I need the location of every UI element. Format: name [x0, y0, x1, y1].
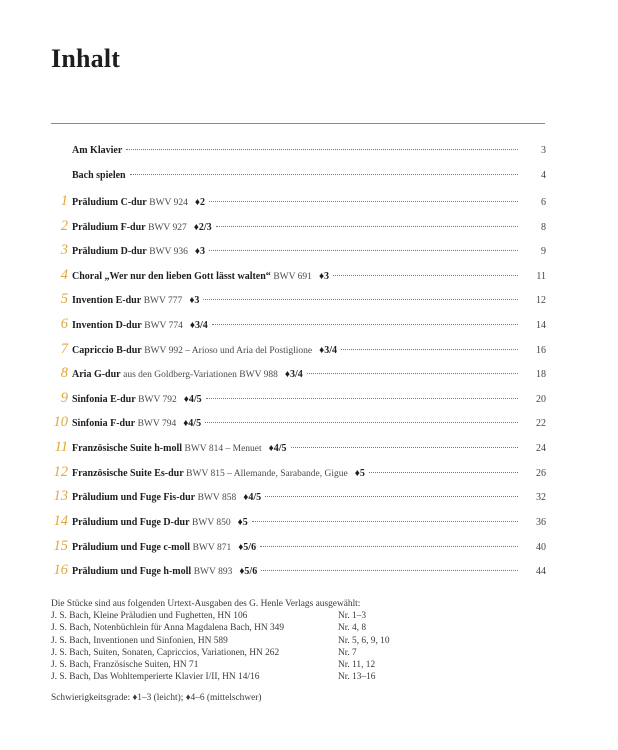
toc-entry-detail: BWV 792 — [138, 395, 177, 405]
toc-entry-title: Sinfonia F-dur — [72, 418, 136, 429]
page-title: Inhalt — [51, 44, 121, 73]
toc-entry-number: 2 — [60, 218, 68, 234]
source-numbers: Nr. 13–16 — [338, 672, 376, 683]
toc-entry — [46, 243, 546, 259]
toc-entry-number: 1 — [60, 193, 68, 209]
source-row — [51, 610, 551, 622]
toc-leader-dots — [252, 521, 518, 522]
toc-entry-detail: BWV 992 – Arioso und Aria del Postiglione — [144, 346, 313, 356]
toc-entry-difficulty: ♦5/6 — [238, 542, 257, 553]
source-title: J. S. Bach, Französische Suiten, HN 71 — [51, 660, 199, 671]
toc-entry — [46, 342, 546, 358]
toc-entry-text — [72, 566, 257, 577]
source-row — [51, 659, 551, 671]
toc-entry-difficulty: ♦4/5 — [183, 418, 202, 429]
toc-entry-detail: BWV 774 — [144, 321, 183, 331]
toc-entry — [46, 391, 546, 407]
toc-entry — [46, 292, 546, 308]
toc-entry-number: 6 — [60, 316, 68, 332]
toc-leader-dots — [260, 546, 518, 547]
toc-entry-title: Präludium und Fuge Fis-dur — [72, 492, 196, 503]
toc-entry-title: Invention E-dur — [72, 295, 142, 306]
toc-entry-number: 16 — [53, 562, 68, 578]
toc-entry — [46, 539, 546, 555]
sources-list — [51, 610, 551, 683]
toc-entry-title: Französische Suite h-moll — [72, 443, 182, 454]
toc-entry — [46, 465, 546, 481]
toc-entry-detail: BWV 777 — [143, 296, 183, 306]
toc-entry-text — [72, 468, 365, 479]
source-numbers: Nr. 1–3 — [338, 611, 367, 622]
toc-entry-detail: BWV 814 – Menuet — [184, 444, 262, 454]
toc-entry-page: 24 — [536, 443, 546, 454]
toc-entry-number: 5 — [60, 291, 68, 307]
toc-entry-detail: BWV 794 — [137, 419, 177, 429]
source-title: J. S. Bach, Inventionen und Sinfonien, HN 589 — [51, 635, 228, 646]
toc-entry-text — [72, 271, 329, 282]
toc-entry-number: 8 — [60, 365, 68, 381]
toc-entry-difficulty: ♦5 — [354, 468, 365, 479]
toc-entry-difficulty: ♦3 — [194, 246, 205, 257]
toc-entry-title: Capriccio B-dur — [72, 345, 142, 356]
source-title: J. S. Bach, Notenbüchlein für Anna Magdalena Bach, HN 349 — [51, 623, 285, 634]
toc-entry-title: Sinfonia E-dur — [72, 394, 136, 405]
toc-entry-page: 22 — [536, 418, 546, 429]
toc-entry-text — [72, 443, 287, 454]
toc-entry-difficulty: ♦4/5 — [268, 443, 287, 454]
toc-entry-title: Bach spielen — [72, 170, 126, 181]
source-title: J. S. Bach, Suiten, Sonaten, Capriccios, Variationen, HN 262 — [51, 647, 280, 658]
toc-leader-dots — [307, 373, 518, 374]
toc-entry-page: 44 — [536, 566, 546, 577]
toc-entry-text — [72, 197, 205, 208]
toc-leader-dots — [333, 275, 518, 276]
toc-entry — [46, 563, 546, 579]
source-row — [51, 622, 551, 634]
toc-entry-number: 3 — [60, 242, 68, 258]
toc-entry-difficulty: ♦4/5 — [243, 492, 262, 503]
toc-entry-page: 14 — [536, 320, 546, 331]
toc-entry-title: Präludium und Fuge h-moll — [72, 566, 192, 577]
toc-entry-title: Am Klavier — [72, 145, 123, 156]
toc-leader-dots — [261, 570, 518, 571]
toc-entry — [46, 440, 546, 456]
toc-entry-title: Aria G-dur — [72, 369, 121, 380]
source-title: J. S. Bach, Das Wohltemperierte Klavier I/II, HN 14/16 — [51, 672, 260, 683]
toc-entry-text — [72, 345, 337, 356]
toc-entry-difficulty: ♦2 — [194, 197, 205, 208]
title-divider — [51, 123, 545, 124]
toc-entry-number: 4 — [60, 267, 68, 283]
toc-entry-text — [72, 320, 208, 331]
toc-entry-title: Präludium und Fuge c-moll — [72, 542, 191, 553]
toc-entry-number: 15 — [53, 538, 68, 554]
toc-entry-text — [72, 170, 126, 181]
toc-entry-difficulty: ♦4/5 — [183, 394, 202, 405]
toc-entry-title: Präludium D-dur — [72, 246, 147, 257]
toc-leader-dots — [212, 324, 518, 325]
toc-entry — [46, 268, 546, 284]
toc-entry-number: 9 — [60, 390, 68, 406]
toc-entry-number: 11 — [54, 439, 68, 455]
toc-entry-title: Invention D-dur — [72, 320, 142, 331]
toc-leader-dots — [205, 422, 518, 423]
toc-entry-page: 3 — [541, 145, 546, 156]
toc-entry-detail: BWV 815 – Allemande, Sarabande, Gigue — [186, 469, 348, 479]
toc-entry-difficulty: ♦5 — [237, 517, 248, 528]
toc-entry-detail: BWV 850 — [192, 518, 231, 528]
toc-leader-dots — [209, 201, 518, 202]
toc-entry-detail: BWV 871 — [192, 543, 232, 553]
toc-entry — [46, 170, 546, 186]
toc-leader-dots — [216, 226, 518, 227]
toc-entry — [46, 317, 546, 333]
toc-entry-detail: BWV 936 — [149, 247, 188, 257]
toc-entry-page: 6 — [541, 197, 546, 208]
toc-entry-title: Präludium F-dur — [72, 222, 146, 233]
toc-leader-dots — [265, 496, 518, 497]
toc-entry-text — [72, 492, 261, 503]
source-numbers: Nr. 5, 6, 9, 10 — [338, 635, 390, 646]
toc-entry-page: 20 — [536, 394, 546, 405]
toc-entry-text — [72, 394, 202, 405]
toc-entry-page: 32 — [536, 492, 546, 503]
toc-entry-text — [72, 418, 201, 429]
toc-leader-dots — [341, 349, 518, 350]
toc-entry-page: 11 — [536, 271, 546, 282]
toc-entry — [46, 366, 546, 382]
toc-entry-difficulty: ♦5/6 — [239, 566, 258, 577]
toc-entry-text — [72, 369, 303, 380]
toc-leader-dots — [206, 398, 518, 399]
toc-entry-title: Präludium C-dur — [72, 197, 147, 208]
toc-leader-dots — [130, 174, 518, 175]
toc-entry — [46, 489, 546, 505]
toc-entry-page: 16 — [536, 345, 546, 356]
toc-leader-dots — [369, 472, 518, 473]
toc-entry-number: 12 — [53, 464, 68, 480]
toc-entry-text — [72, 517, 248, 528]
source-row — [51, 635, 551, 647]
toc-entry-difficulty: ♦3/4 — [284, 369, 303, 380]
toc-entry — [46, 219, 546, 235]
toc-leader-dots — [209, 250, 518, 251]
toc-entry-detail: BWV 691 — [273, 272, 312, 282]
toc-entry — [46, 145, 546, 161]
toc-entry-detail: BWV 893 — [193, 567, 233, 577]
toc-entry-number: 10 — [53, 414, 68, 430]
sources-section — [51, 598, 551, 705]
toc-entry-page: 26 — [536, 468, 546, 479]
toc-entry-text — [72, 222, 212, 233]
toc-leader-dots — [126, 149, 518, 150]
toc-entry-number: 14 — [53, 513, 68, 529]
toc-entry-text — [72, 145, 122, 156]
toc-entry-text — [72, 542, 256, 553]
toc-entry-title: Choral „Wer nur den lieben Gott lässt walten“ — [72, 271, 271, 282]
source-numbers: Nr. 11, 12 — [338, 660, 376, 671]
toc-entry-page: 18 — [536, 369, 546, 380]
source-numbers: Nr. 4, 8 — [338, 623, 367, 634]
toc-entry-page: 9 — [541, 246, 546, 257]
toc-entry-number: 7 — [60, 341, 68, 357]
toc-entry-page: 8 — [541, 222, 546, 233]
toc-entry-text — [72, 246, 205, 257]
toc-entry-page: 12 — [536, 295, 546, 306]
toc-entry-difficulty: ♦3/4 — [189, 320, 208, 331]
toc-entry-difficulty: ♦3 — [189, 295, 200, 306]
toc-entry-page: 4 — [541, 170, 546, 181]
toc-entry — [46, 415, 546, 431]
source-title: J. S. Bach, Kleine Präludien und Fughetten, HN 106 — [51, 611, 248, 622]
sources-intro: Die Stücke sind aus folgenden Urtext-Ausgaben des G. Henle Verlags ausgewählt: — [51, 599, 361, 609]
toc-entry-page: 40 — [536, 542, 546, 553]
toc-leader-dots — [291, 447, 518, 448]
toc-entry-detail: BWV 858 — [197, 493, 237, 503]
toc-entry-detail: aus den Goldberg-Variationen BWV 988 — [123, 370, 278, 380]
toc-entry-title: Präludium und Fuge D-dur — [72, 517, 190, 528]
source-row — [51, 647, 551, 659]
toc-entry-text — [72, 295, 199, 306]
source-numbers: Nr. 7 — [338, 647, 357, 658]
toc-entry-difficulty: ♦3 — [318, 271, 330, 282]
difficulty-legend: Schwierigkeitsgrade: ♦1–3 (leicht); ♦4–6 (mittelschwer) — [51, 693, 262, 704]
toc-entry — [46, 514, 546, 530]
toc-leader-dots — [203, 299, 518, 300]
toc-entry-title: Französische Suite Es-dur — [72, 468, 184, 479]
toc-entry-difficulty: ♦2/3 — [193, 222, 212, 233]
toc-entry-number: 13 — [53, 488, 68, 504]
source-row — [51, 671, 551, 683]
toc-entry-page: 36 — [536, 517, 546, 528]
toc-entry-detail: BWV 927 — [148, 223, 187, 233]
toc-entry — [46, 194, 546, 210]
toc-entry-difficulty: ♦3/4 — [319, 345, 338, 356]
toc-entry-detail: BWV 924 — [149, 198, 188, 208]
